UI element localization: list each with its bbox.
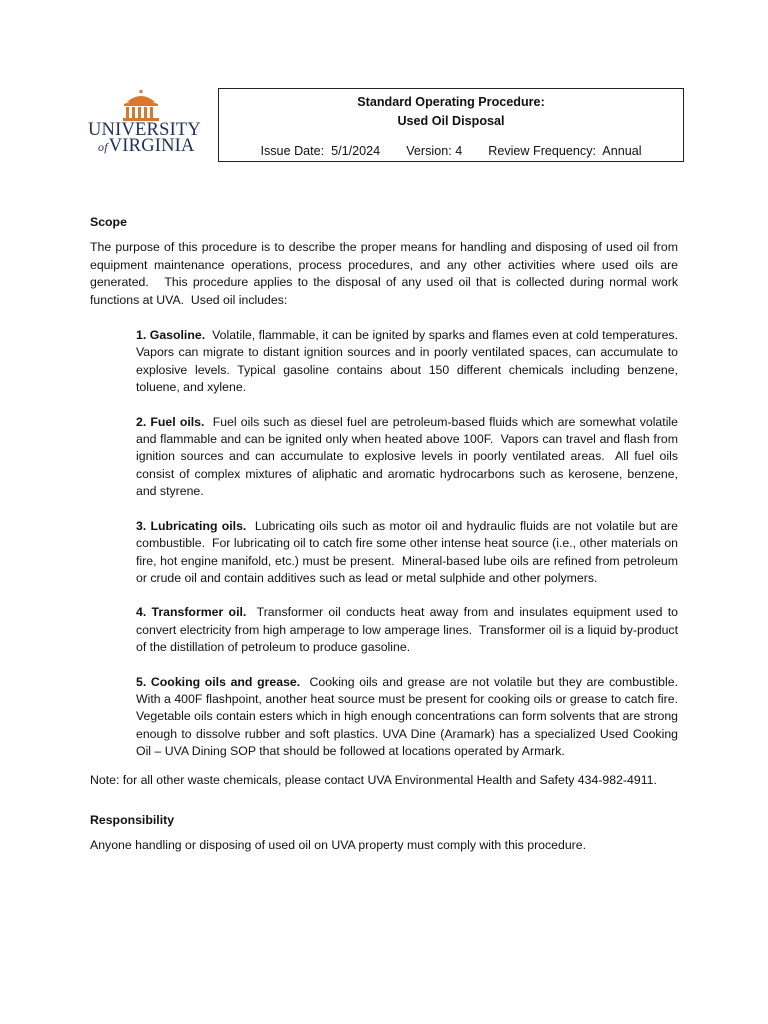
university-logo xyxy=(88,90,201,156)
sop-title: Standard Operating Procedure: xyxy=(357,95,545,109)
review-frequency: Review Frequency: Annual xyxy=(488,144,642,158)
list-item-label: 1. Gasoline. xyxy=(136,328,206,343)
document-body xyxy=(90,214,685,855)
list-item-text: Fuel oils such as diesel fuel are petroleum-based fluids which are somewhat volatile and flammable and can be ignited only when heated above 100F. Vapors can travel and flash from ignition sources and can accumulate to explosive levels in poorly ventilated areas. All fuel oils consist of complex mixtures of aliphatic and aromatic hydrocarbons such as kerosene, benzene, and styrene. xyxy=(136,414,682,499)
list-item xyxy=(136,674,685,761)
issue-date: Issue Date: 5/1/2024 xyxy=(260,144,381,158)
sop-meta-line xyxy=(219,144,683,158)
list-item-label: 3. Lubricating oils. xyxy=(136,518,247,533)
list-item-text: Transformer oil conducts heat away from and insulates equipment used to convert electricity from high amperage to low amperage lines. Transformer oil is a liquid by-product of the distillation of petroleum to produce gasoline. xyxy=(136,605,682,655)
list-item-text: Volatile, flammable, it can be ignited by sparks and flames even at cold temperatures. Vapors can migrate to distant ignition sources and in poorly ventilated spaces, can accumulate to explosive levels. Typical gasoline contains about 150 different chemicals including benzene, toluene, and xylene. xyxy=(136,328,682,395)
scope-intro: The purpose of this procedure is to describe the proper means for handling and disposing of used oil from equipment maintenance operations, process procedures, and any other activities where used oils are generated. This procedure applies to the disposal of any used oil that is collected during normal work functions at UVA. Used oil includes: xyxy=(90,240,682,307)
responsibility-heading: Responsibility xyxy=(90,812,175,827)
logo-wordmark-virginia-text: VIRGINIA xyxy=(108,136,195,156)
list-item xyxy=(136,414,682,501)
logo-wordmark-of: of xyxy=(98,140,108,154)
sop-subtitle: Used Oil Disposal xyxy=(397,114,505,128)
list-item-text: Lubricating oils such as motor oil and hydraulic fluids are not volatile but are combustible. For lubricating oil to catch fire some other intense heat source (i.e., other materials on fire, hot engine manifold, etc.) must be present. Mineral-based lube oils are refined from petroleum or crude oil and contain additives such as lead or metal sulphide and other polymers. xyxy=(136,518,682,585)
list-item-label: 5. Cooking oils and grease. xyxy=(136,674,301,689)
list-item-text: Cooking oils and grease are not volatile but they are combustible. With a 400F flashpoint, another heat source must be present for cooking oils or grease to catch fire. Vegetable oils contain esters which in high enough concentrations can form solvents that are strong enough to dissolve rubber and soft plastics. UVA Dine (Aramark) has a specialized Used Cooking Oil – UVA Dining SOP that should be followed at locations operated by Armark. xyxy=(136,674,685,759)
used-oil-list xyxy=(136,327,685,761)
list-item xyxy=(136,327,682,397)
logo-wordmark-university: UNIVERSITY xyxy=(88,120,201,140)
responsibility-text: Anyone handling or disposing of used oil on UVA property must comply with this procedure. xyxy=(90,838,587,853)
list-item-label: 4. Transformer oil. xyxy=(136,605,247,620)
logo-wordmark-virginia xyxy=(88,136,194,157)
version: Version: 4 xyxy=(406,144,463,158)
list-item xyxy=(136,518,682,588)
note-contact: Note: for all other waste chemicals, please contact UVA Environmental Health and Safety 434-982-4911. xyxy=(90,772,657,787)
scope-heading: Scope xyxy=(90,215,127,229)
sop-header-box xyxy=(218,88,684,162)
rotunda-icon xyxy=(121,90,161,122)
list-item-label: 2. Fuel oils. xyxy=(136,414,205,429)
list-item xyxy=(136,604,682,656)
